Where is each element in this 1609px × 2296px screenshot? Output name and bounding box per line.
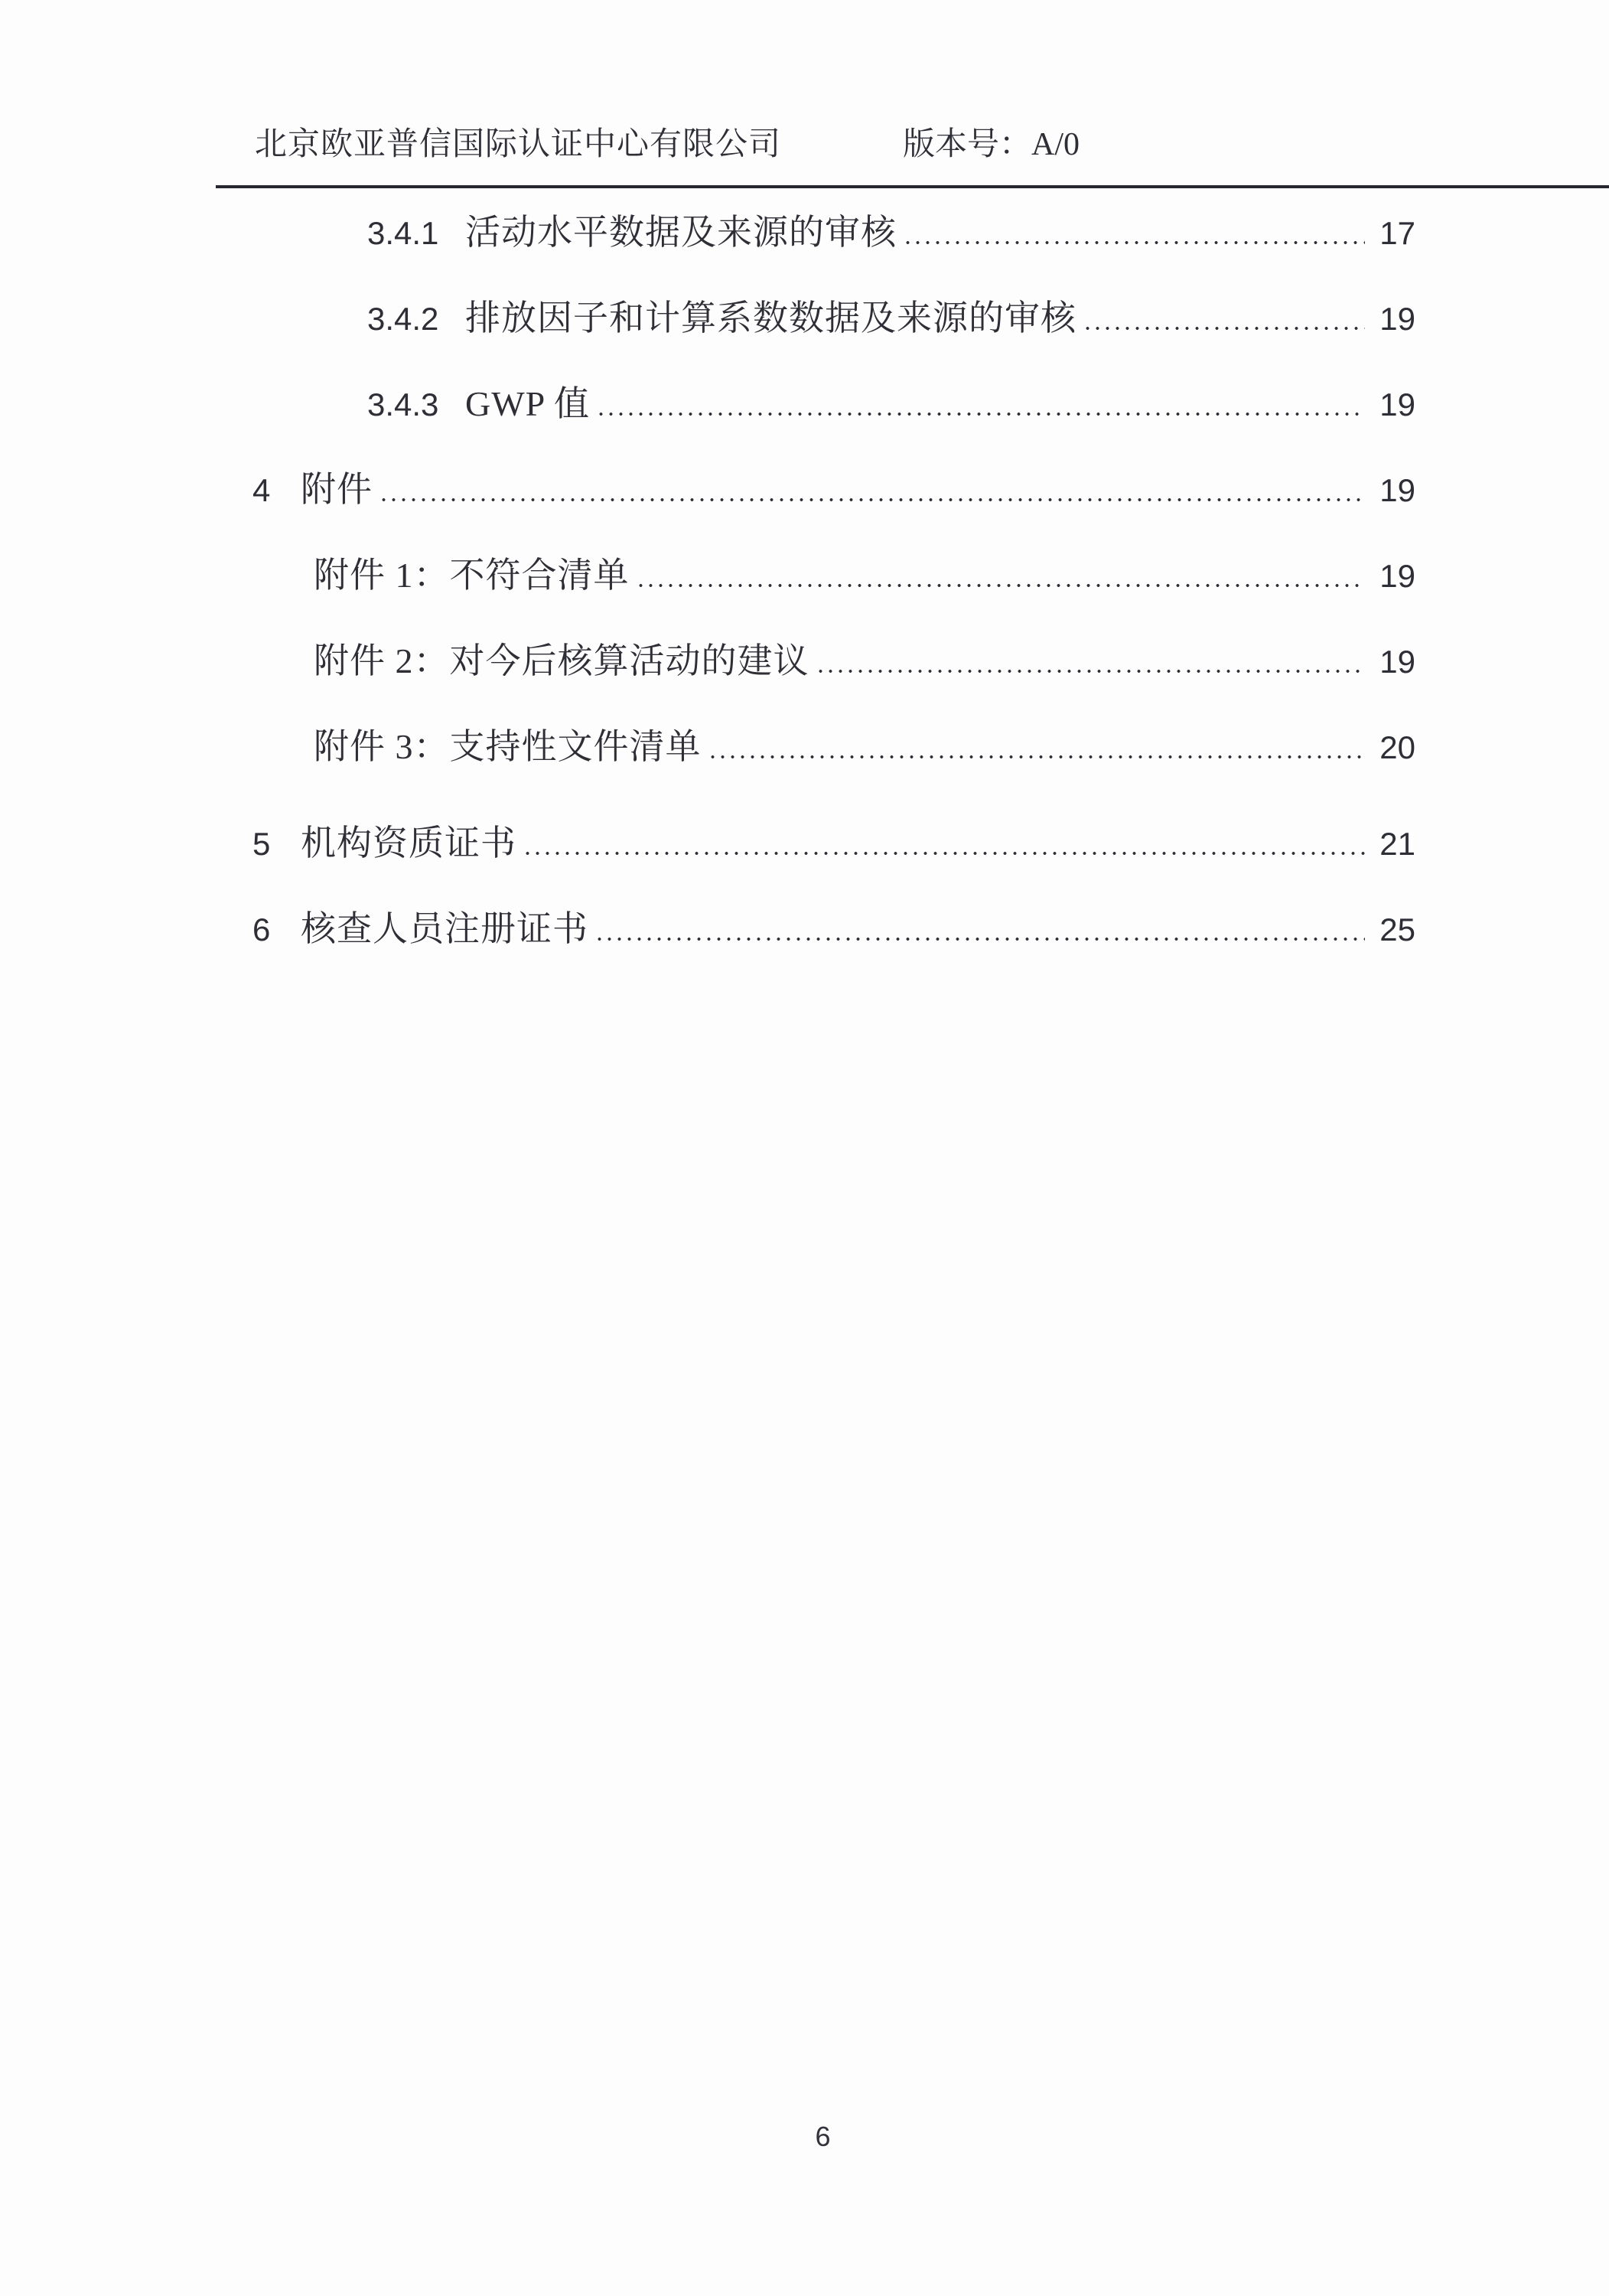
- toc-entry[interactable]: [0, 640, 1415, 683]
- toc-entry-page: 19: [1379, 386, 1415, 422]
- toc-entry-label: 附件: [301, 470, 373, 509]
- toc-entry-label: 附件 1：不符合清单: [314, 556, 630, 595]
- toc-entry-number: 6: [252, 912, 271, 947]
- toc-entry-label: 核查人员注册证书: [301, 909, 588, 948]
- toc-leader-dots: [903, 241, 1365, 244]
- page-footer: [0, 2120, 1609, 2154]
- toc-entry[interactable]: [0, 383, 1415, 426]
- toc-leader-dots: [636, 584, 1366, 587]
- toc-leader-dots: [379, 498, 1365, 501]
- toc-entry-page: 20: [1379, 729, 1415, 765]
- toc-entry[interactable]: [0, 468, 1415, 511]
- page-number: 6: [815, 2121, 831, 2152]
- toc-leader-dots: [708, 755, 1366, 758]
- header-divider-rule: [216, 185, 1609, 188]
- toc-entry-page: 19: [1379, 558, 1415, 594]
- toc-entry[interactable]: [0, 554, 1415, 597]
- toc-entry-page: 19: [1379, 301, 1415, 337]
- toc-entry-page: 17: [1379, 215, 1415, 251]
- toc-entry-label: 附件 3：支持性文件清单: [314, 727, 702, 766]
- toc-list: [0, 211, 1415, 993]
- toc-entry-label: 附件 2：对今后核算活动的建议: [314, 641, 809, 680]
- toc-entry[interactable]: [0, 726, 1415, 768]
- toc-leader-dots: [594, 938, 1365, 941]
- toc-entry-label: 排放因子和计算系数数据及来源的审核: [465, 298, 1076, 338]
- toc-entry-number: 3.4.2: [367, 301, 439, 337]
- toc-entry-label: 机构资质证书: [301, 823, 516, 863]
- toc-entry-page: 25: [1379, 912, 1415, 947]
- toc-entry-label: 活动水平数据及来源的审核: [465, 213, 897, 252]
- toc-entry-page: 19: [1379, 644, 1415, 680]
- toc-entry-number: 3.4.1: [367, 215, 439, 251]
- toc-entry-number: 4: [252, 472, 271, 508]
- toc-entry-page: 19: [1379, 472, 1415, 508]
- toc-entry-number: 5: [252, 826, 271, 862]
- toc-entry[interactable]: [0, 908, 1415, 951]
- toc-entry[interactable]: [0, 297, 1415, 340]
- header-version-label: 版本号：A/0: [903, 127, 1080, 162]
- toc-entry-label: GWP 值: [465, 384, 591, 423]
- toc-entry[interactable]: [0, 211, 1415, 254]
- toc-entry[interactable]: [0, 822, 1415, 865]
- page-header: [0, 125, 1609, 165]
- toc-leader-dots: [596, 413, 1365, 416]
- toc-leader-dots: [523, 852, 1365, 855]
- toc-entry-page: 21: [1379, 826, 1415, 862]
- toc-entry-number: 3.4.3: [367, 386, 439, 422]
- toc-leader-dots: [816, 670, 1366, 673]
- toc-leader-dots: [1083, 327, 1365, 330]
- header-company-name: 北京欧亚普信国际认证中心有限公司: [255, 127, 782, 162]
